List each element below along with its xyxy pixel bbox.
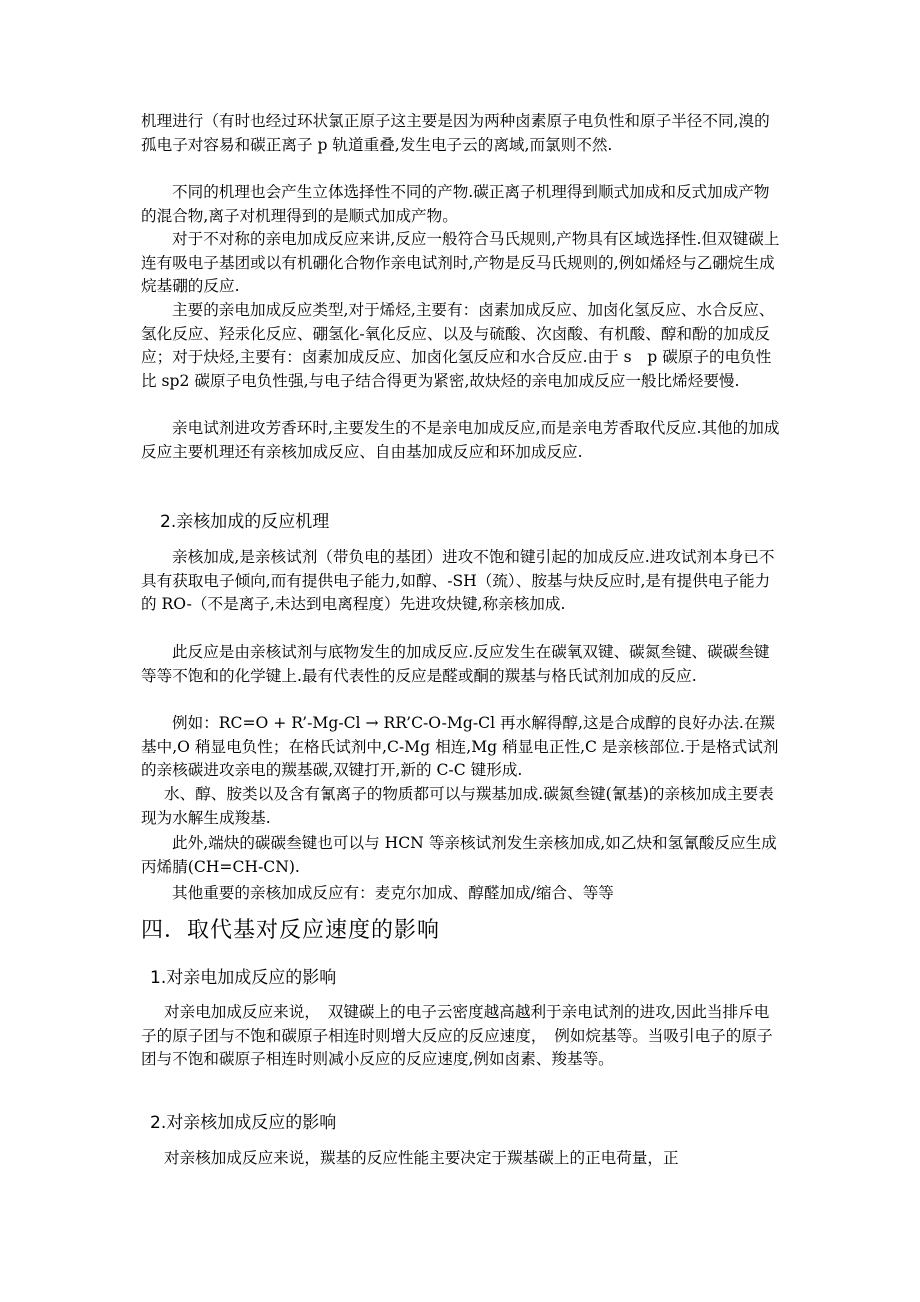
paragraph-grignard-example: 例如：RC=O + R’-Mg-Cl → RR’C-O-Mg-Cl 再水解得醇,这是合成醇的良好办法.在羰基中,O 稍显电负性；在格氏试剂中,C-Mg 相连,Mg 稍显电正性,C 是亲核部位.于是格式试剂的亲核碳进攻亲电的羰基碳,双键打开,新的 C-C 键形成. — [141, 714, 779, 779]
paragraph-electrophilic-effect: 对亲电加成反应来说， 双键碳上的电子云密度越高越利于亲电试剂的进攻,因此当排斥电子的原子团与不饱和碳原子相连时则增大反应的反应速度， 例如烷基等。当吸引电子的原子团与不饱和碳原子相连时则减小反应的反应速度,例如卤素、羧基等。 — [141, 1003, 773, 1068]
paragraph-nucleophilic-definition: 亲核加成,是亲核试剂（带负电的基团）进攻不饱和键引起的加成反应.进攻试剂本身已不具有获取电子倾向,而有提供电子能力,如醇、-SH（巯）、胺基与炔反应时,是有提供电子能力的 RO-（不是离子,未达到电离程度）先进攻炔键,称亲核加成. — [141, 548, 775, 613]
paragraph-other-nucleophilic: 其他重要的亲核加成反应有：麦克尔加成、醇醛加成/缩合、等等 — [172, 884, 614, 902]
paragraph-stereoselectivity: 不同的机理也会产生立体选择性不同的产物.碳正离子机理得到顺式加成和反式加成产物的混合物,离子对机理得到的是顺式加成产物。 — [141, 183, 770, 225]
heading-nucleophilic-effect: 2.对亲核加成反应的影响 — [150, 1113, 337, 1133]
paragraph-electrophilic-types: 主要的亲电加成反应类型,对于烯烃,主要有：卤素加成反应、加卤化氢反应、水合反应、氢化反应、羟汞化反应、硼氢化-氧化反应、以及与硫酸、次卤酸、有机酸、醇和酚的加成反应；对于炔烃,主要有：卤素加成反应、加卤化氢反应和水合反应.由于 s p 碳原子的电负性比 sp2 碳原子电负性强,与电子结合得更为紧密,故炔烃的亲电加成反应一般比烯烃要慢. — [141, 301, 775, 390]
heading-section-four: 四．取代基对反应速度的影响 — [141, 918, 441, 943]
paragraph-nucleophilic-effect: 对亲核加成反应来说，羰基的反应性能主要决定于羰基碳上的正电荷量，正 — [164, 1149, 679, 1167]
paragraph-markovnikov: 对于不对称的亲电加成反应来讲,反应一般符合马氏规则,产物具有区域选择性.但双键碳上连有吸电子基团或以有机硼化合物作亲电试剂时,产物是反马氏规则的,例如烯烃与乙硼烷生成烷基硼的反应. — [141, 230, 780, 295]
paragraph-mechanism-halonium: 机理进行（有时也经过环状氯正原子这主要是因为两种卤素原子电负性和原子半径不同,溴的孤电子对容易和碳正离子 p 轨道重叠,发生电子云的离域,而氯则不然. — [141, 112, 770, 154]
paragraph-aromatic: 亲电试剂进攻芳香环时,主要发生的不是亲电加成反应,而是亲电芳香取代反应.其他的加成反应主要机理还有亲核加成反应、自由基加成反应和环加成反应. — [141, 419, 780, 461]
paragraph-nucleophilic-substrates: 此反应是由亲核试剂与底物发生的加成反应.反应发生在碳氧双键、碳氮叁键、碳碳叁键等等不饱和的化学键上.最有代表性的反应是醛或酮的羰基与格氏试剂加成的反应. — [141, 643, 770, 685]
heading-nucleophilic-mechanism: 2.亲核加成的反应机理 — [160, 512, 330, 532]
heading-electrophilic-effect: 1.对亲电加成反应的影响 — [150, 968, 337, 988]
paragraph-carbonyl-addition: 水、醇、胺类以及含有氰离子的物质都可以与羰基加成.碳氮叁键(氰基)的亲核加成主要表现为水解生成羧基. — [141, 785, 774, 827]
paragraph-alkyne-hcn: 此外,端炔的碳碳叁键也可以与 HCN 等亲核试剂发生亲核加成,如乙炔和氢氰酸反应生成丙烯腈(CH=CH-CN). — [141, 834, 777, 876]
